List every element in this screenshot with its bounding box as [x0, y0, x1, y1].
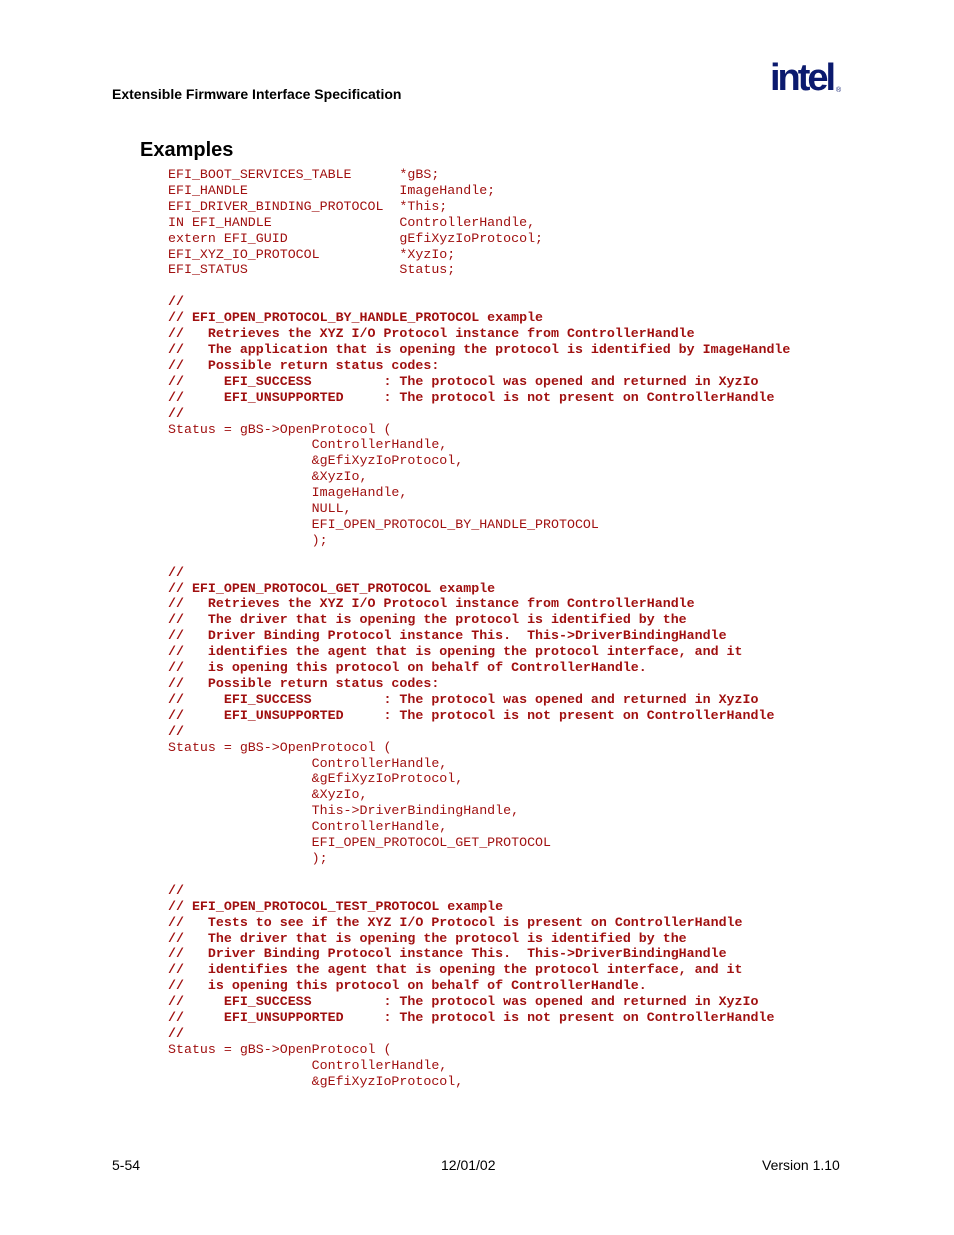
code-comment-line: // EFI_UNSUPPORTED : The protocol is not present on ControllerHandle — [168, 1010, 775, 1026]
code-line: &gEfiXyzIoProtocol, — [168, 453, 464, 469]
code-line: ); — [168, 532, 328, 548]
code-comment-line: // — [168, 723, 184, 739]
code-line: This->DriverBindingHandle, — [168, 803, 520, 819]
code-line: ); — [168, 850, 328, 866]
code-comment-line: // Tests to see if the XYZ I/O Protocol is present on ControllerHandle — [168, 914, 743, 930]
code-line: extern EFI_GUID gEfiXyzIoProtocol; — [168, 230, 544, 246]
code-line: ControllerHandle, — [168, 1057, 448, 1073]
code-line: Status = gBS->OpenProtocol ( — [168, 421, 392, 437]
code-comment-line: // identifies the agent that is opening the protocol interface, and it — [168, 644, 743, 660]
footer-date: 12/01/02 — [441, 1157, 496, 1173]
code-line — [168, 549, 790, 565]
code-comment-line: // Possible return status codes: — [168, 676, 440, 691]
code-comment-line: // EFI_SUCCESS : The protocol was opened and returned in XyzIo — [168, 994, 759, 1010]
code-comment-line: // — [168, 294, 184, 310]
code-line: ControllerHandle, — [168, 819, 448, 835]
code-line: ControllerHandle, — [168, 755, 448, 771]
code-comment-line: // is opening this protocol on behalf of ControllerHandle. — [168, 660, 647, 676]
code-comment-line: // — [168, 1025, 184, 1041]
code-comment-line: // — [168, 564, 184, 580]
code-line: &XyzIo, — [168, 787, 368, 803]
page-number: 5-54 — [112, 1157, 141, 1173]
code-line: EFI_DRIVER_BINDING_PROTOCOL *This; — [168, 198, 448, 214]
code-comment-line: // Driver Binding Protocol instance This. This->DriverBindingHandle — [168, 628, 727, 644]
code-comment-line: // — [168, 882, 184, 898]
code-comment-line: // Retrieves the XYZ I/O Protocol instance from ControllerHandle — [168, 326, 695, 342]
footer-version: Version 1.10 — [762, 1157, 840, 1173]
code-line: EFI_STATUS Status; — [168, 262, 456, 278]
section-heading: Examples — [140, 139, 234, 161]
code-line: IN EFI_HANDLE ControllerHandle, — [168, 214, 536, 230]
code-comment-line: // EFI_UNSUPPORTED : The protocol is not present on ControllerHandle — [168, 707, 775, 723]
code-comment-line: // EFI_OPEN_PROTOCOL_GET_PROTOCOL example — [168, 580, 496, 596]
code-line: &gEfiXyzIoProtocol, — [168, 1073, 464, 1089]
code-line: EFI_BOOT_SERVICES_TABLE *gBS; — [168, 167, 440, 182]
code-comment-line: // The driver that is opening the protocol is identified by the — [168, 612, 687, 628]
code-comment-line: // Driver Binding Protocol instance This. This->DriverBindingHandle — [168, 946, 727, 962]
code-line: &gEfiXyzIoProtocol, — [168, 771, 464, 787]
intel-logo-text: intel — [770, 57, 834, 99]
code-comment-line: // is opening this protocol on behalf of ControllerHandle. — [168, 978, 647, 994]
code-line — [168, 278, 790, 294]
code-comment-line: // EFI_UNSUPPORTED : The protocol is not present on ControllerHandle — [168, 389, 775, 405]
code-comment-line: // identifies the agent that is opening the protocol interface, and it — [168, 962, 743, 978]
code-comment-line: // Possible return status codes: — [168, 357, 440, 373]
code-line: NULL, — [168, 501, 352, 517]
code-comment-line: // EFI_SUCCESS : The protocol was opened and returned in XyzIo — [168, 691, 759, 707]
code-line — [168, 867, 790, 883]
code-line: &XyzIo, — [168, 469, 368, 485]
code-line: Status = gBS->OpenProtocol ( — [168, 739, 392, 755]
code-block — [168, 167, 790, 1090]
code-comment-line: // The driver that is opening the protocol is identified by the — [168, 930, 687, 946]
document-title: Extensible Firmware Interface Specification — [112, 86, 402, 102]
code-comment-line: // EFI_OPEN_PROTOCOL_BY_HANDLE_PROTOCOL example — [168, 310, 544, 326]
code-comment-line: // Retrieves the XYZ I/O Protocol instance from ControllerHandle — [168, 596, 695, 612]
registered-mark: ® — [836, 87, 842, 94]
code-comment-line: // EFI_OPEN_PROTOCOL_TEST_PROTOCOL example — [168, 898, 504, 914]
code-comment-line: // — [168, 405, 184, 421]
code-line: EFI_OPEN_PROTOCOL_BY_HANDLE_PROTOCOL — [168, 516, 599, 532]
code-line: ControllerHandle, — [168, 437, 448, 453]
code-comment-line: // EFI_SUCCESS : The protocol was opened and returned in XyzIo — [168, 373, 759, 389]
code-line: EFI_XYZ_IO_PROTOCOL *XyzIo; — [168, 246, 456, 262]
code-line: EFI_OPEN_PROTOCOL_GET_PROTOCOL — [168, 835, 552, 851]
code-line: Status = gBS->OpenProtocol ( — [168, 1041, 392, 1057]
intel-logo — [770, 56, 844, 104]
code-line: ImageHandle, — [168, 485, 408, 501]
code-comment-line: // The application that is opening the protocol is identified by ImageHandle — [168, 341, 791, 357]
code-line: EFI_HANDLE ImageHandle; — [168, 182, 496, 198]
